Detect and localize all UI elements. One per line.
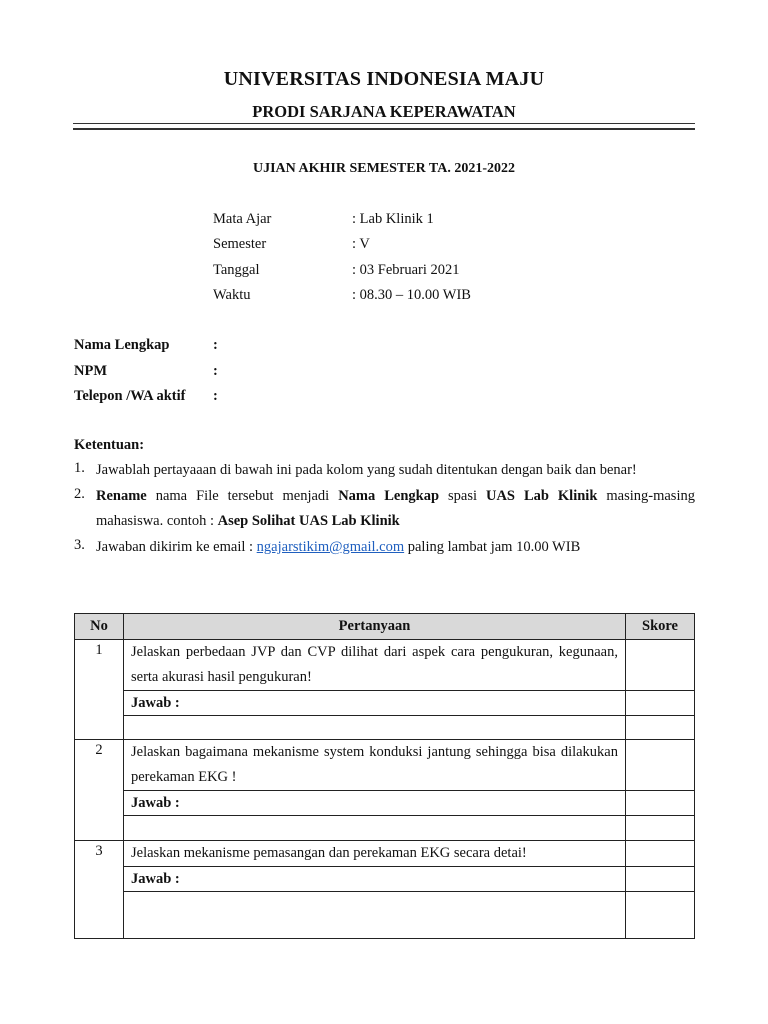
- rule-bold: Rename: [96, 488, 147, 504]
- course-info-value: : Lab Klinik 1: [352, 211, 434, 227]
- answer-label: Jawab :: [124, 691, 626, 716]
- identity-row: [74, 337, 374, 357]
- header-score: Skore: [626, 614, 695, 640]
- identity-colon: :: [213, 337, 218, 353]
- rule-bold: Nama Lengkap: [338, 488, 440, 504]
- identity-row: [74, 388, 374, 408]
- course-info-row: [213, 236, 613, 256]
- course-info-row: [213, 211, 613, 231]
- question-text: Jelaskan mekanisme pemasangan dan perekaman EKG secara detai!: [124, 841, 626, 867]
- program-title: PRODI SARJANA KEPERAWATAN: [252, 102, 516, 121]
- question-number: 2: [75, 740, 124, 841]
- identity-row: [74, 363, 374, 383]
- course-info-label: Waktu: [213, 287, 251, 303]
- rule-number: 1.: [74, 460, 85, 476]
- score-cell[interactable]: [626, 841, 695, 867]
- identity-label: Telepon /WA aktif: [74, 388, 186, 404]
- rules-title: Ketentuan:: [74, 437, 145, 453]
- question-text: Jelaskan perbedaan JVP dan CVP dilihat dari aspek cara pengukuran, kegunaan, serta akurasi hasil pengukuran!: [124, 640, 626, 691]
- header-divider: [73, 123, 695, 130]
- course-info-value: : 08.30 – 10.00 WIB: [352, 287, 471, 303]
- rule-text-line: [96, 509, 695, 534]
- answer-label-row: [75, 791, 695, 816]
- score-cell[interactable]: [626, 892, 695, 939]
- course-info-label: Mata Ajar: [213, 211, 272, 227]
- answer-label: Jawab :: [124, 791, 626, 816]
- rule-plain: masing-masing: [597, 488, 695, 504]
- question-number: 1: [75, 640, 124, 740]
- course-info-row: [213, 262, 613, 282]
- score-cell[interactable]: [626, 716, 695, 740]
- table-header-row: [75, 614, 695, 640]
- rule-text: [96, 484, 695, 534]
- rule-plain: nama File tersebut menjadi: [146, 488, 339, 504]
- rule-bold: UAS Lab Klinik: [485, 488, 598, 504]
- answer-label: Jawab :: [124, 867, 626, 892]
- course-info-value: : 03 Februari 2021: [352, 262, 460, 278]
- score-cell[interactable]: [626, 740, 695, 791]
- question-table: [74, 613, 695, 939]
- score-cell[interactable]: [626, 867, 695, 892]
- table-row: [75, 640, 695, 691]
- course-info-label: Semester: [213, 236, 267, 252]
- identity-colon: :: [213, 363, 218, 379]
- score-cell[interactable]: [626, 816, 695, 841]
- rule-plain: paling lambat jam 10.00 WIB: [404, 539, 581, 555]
- answer-field[interactable]: [124, 816, 626, 841]
- rule-text: Jawablah pertayaaan di bawah ini pada kolom yang sudah ditentukan dengan baik dan benar!: [96, 462, 637, 478]
- question-text: Jelaskan bagaimana mekanisme system konduksi jantung sehingga bisa dilakukan perekaman EKG !: [124, 740, 626, 791]
- header-question: Pertanyaan: [124, 614, 626, 640]
- rule-bold: Asep Solihat UAS Lab Klinik: [217, 513, 400, 529]
- question-number: 3: [75, 841, 124, 939]
- rule-text-line: [96, 484, 695, 509]
- answer-row: [75, 716, 695, 740]
- rule-plain: spasi: [439, 488, 486, 504]
- rule-plain: Jawaban dikirim ke email :: [96, 539, 257, 555]
- university-title: UNIVERSITAS INDONESIA MAJU: [223, 68, 545, 90]
- rule-text: [96, 535, 695, 560]
- rule-number: 2.: [74, 486, 85, 502]
- identity-label: NPM: [74, 363, 108, 379]
- table-row: [75, 740, 695, 791]
- table-row: [75, 841, 695, 867]
- email-link[interactable]: ngajarstikim@gmail.com: [256, 539, 405, 555]
- score-cell[interactable]: [626, 640, 695, 691]
- header-no: No: [75, 614, 124, 640]
- exam-title: UJIAN AKHIR SEMESTER TA. 2021-2022: [252, 161, 516, 176]
- rule-number: 3.: [74, 537, 85, 553]
- answer-row: [75, 816, 695, 841]
- answer-field[interactable]: [124, 716, 626, 740]
- identity-colon: :: [213, 388, 218, 404]
- answer-label-row: [75, 691, 695, 716]
- answer-field[interactable]: [124, 892, 626, 939]
- answer-row: [75, 892, 695, 939]
- course-info-value: : V: [352, 236, 370, 252]
- course-info-label: Tanggal: [213, 262, 260, 278]
- course-info-row: [213, 287, 613, 307]
- score-cell[interactable]: [626, 691, 695, 716]
- rule-plain: mahasiswa. contoh :: [96, 513, 218, 529]
- answer-label-row: [75, 867, 695, 892]
- score-cell[interactable]: [626, 791, 695, 816]
- identity-label: Nama Lengkap: [74, 337, 170, 353]
